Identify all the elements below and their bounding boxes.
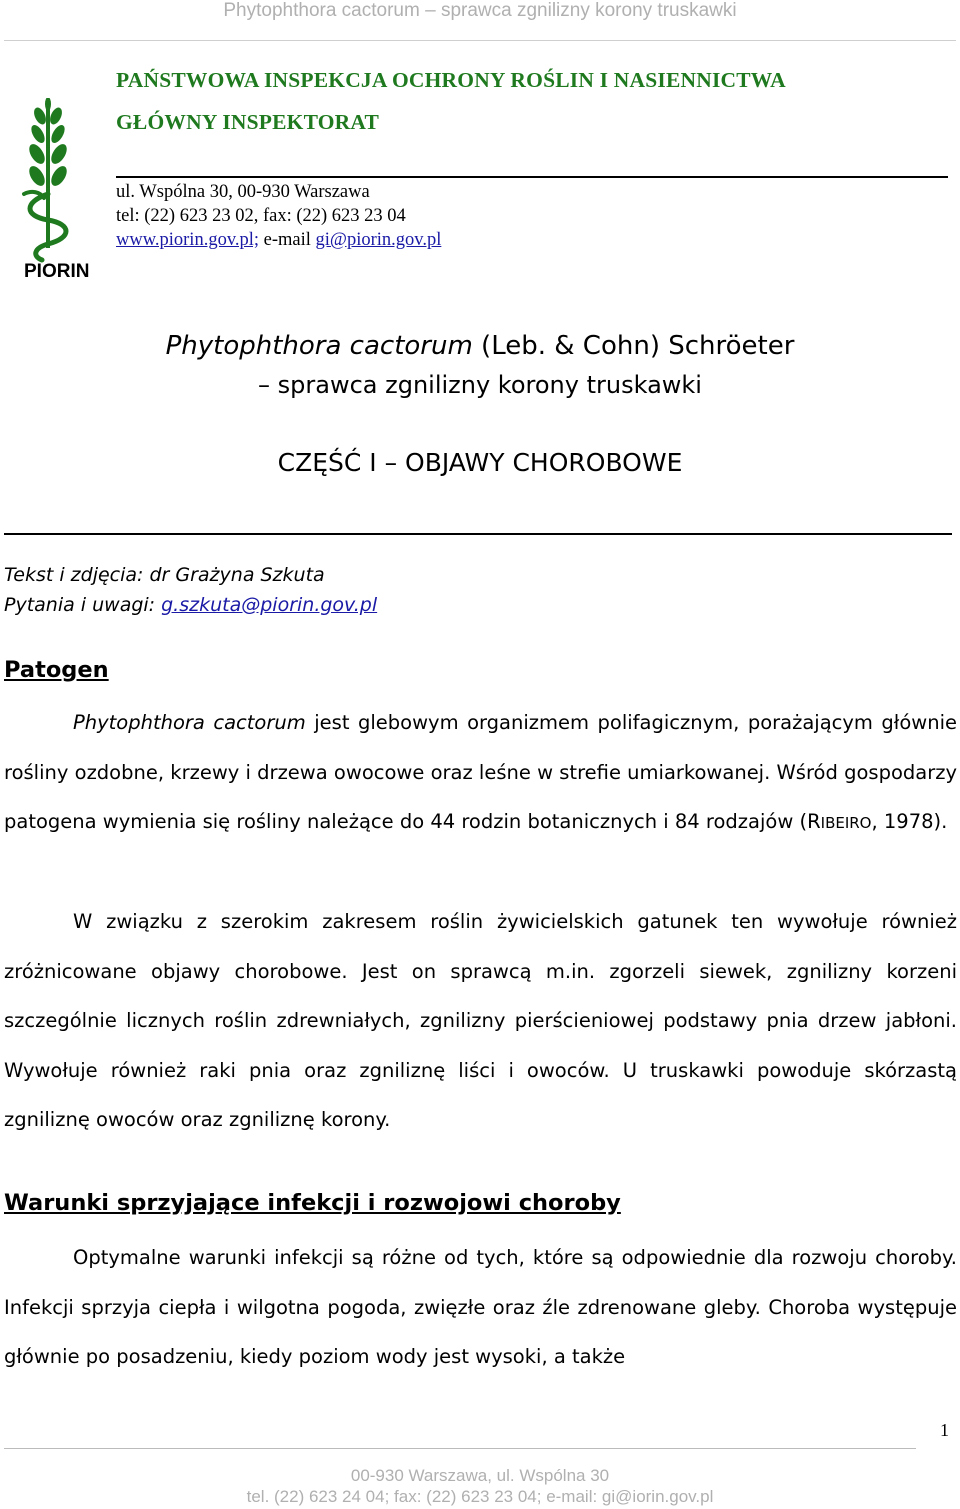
footer-contact: tel. (22) 623 24 04; fax: (22) 623 23 04; e-mail: gi@iorin.gov.pl [246, 1487, 714, 1506]
org-contact-line [116, 229, 441, 251]
citation-year: , 1978). [871, 810, 948, 834]
paragraph-text: Optymalne warunki infekcji są różne od tych, które są odpowiednie dla rozwoju choroby. Infekcji sprzyja ciepła i wilgotna pogoda, zwięzłe oraz źle zdrenowane gleby. Choroba występuje głównie po posadzeniu, kiedy poziom wody jest wysoki, a także [4, 1246, 957, 1369]
section-paragraph [4, 698, 957, 849]
header-divider [4, 40, 956, 41]
citation-initial: R [807, 810, 821, 834]
species-name: Phytophthora cactorum [73, 711, 306, 734]
org-name: PAŃSTWOWA INSPEKCJA OCHRONY ROŚLIN I NASIENNICTWA [116, 68, 786, 92]
contact-email-link[interactable]: g.szkuta@piorin.gov.pl [161, 594, 378, 616]
footer-address: 00-930 Warszawa, ul. Wspólna 30 [350, 1466, 610, 1485]
org-address: ul. Wspólna 30, 00-930 Warszawa [116, 182, 370, 202]
address-divider [116, 176, 948, 178]
website-link[interactable]: www.piorin.gov.pl; [116, 230, 260, 250]
title-authority: (Leb. & Cohn) Schröeter [472, 331, 795, 361]
section-heading-warunki: Warunki sprzyjające infekcji i rozwojowi choroby [4, 1190, 621, 1216]
author-credit: Tekst i zdjęcia: dr Grażyna Szkuta [4, 564, 325, 586]
footer-divider [4, 1448, 916, 1449]
org-division: GŁÓWNY INSPEKTORAT [116, 110, 380, 134]
running-header: Phytophthora cactorum – sprawca zgnilizny korony truskawki [223, 0, 737, 21]
document-part: CZĘŚĆ I – OBJAWY CHOROBOWE [277, 448, 683, 477]
email-link[interactable]: gi@piorin.gov.pl [315, 230, 442, 250]
section-paragraph [4, 1233, 957, 1382]
title-divider [4, 533, 952, 535]
section-heading-patogen: Patogen [4, 657, 109, 683]
page-number: 1 [940, 1420, 949, 1440]
section-paragraph [4, 897, 957, 1145]
piorin-logo-icon [18, 98, 78, 264]
document-subtitle: – sprawca zgnilizny korony truskawki [258, 371, 702, 399]
title-species: Phytophthora cactorum [165, 331, 473, 361]
email-label: e-mail [259, 230, 316, 250]
contact-label: Pytania i uwagi: [4, 594, 162, 616]
contact-credit [4, 592, 377, 618]
paragraph-text: jest glebowym organizmem polifagicznym, porażającym głównie rośliny ozdobne, krzewy i drzewa owocowe oraz leśne w strefie umiarkowanej. Wśród gospodarzy patogena wymienia się rośliny należące do 44 rodzin botanicznych i 84 rodzajów ( [4, 711, 957, 834]
citation-author: IBEIRO [820, 814, 872, 833]
document-title [0, 329, 960, 363]
org-phone: tel: (22) 623 23 02, fax: (22) 623 23 04 [116, 206, 406, 226]
paragraph-text: W związku z szerokim zakresem roślin żywicielskich gatunek ten wywołuje również zróżnicowane objawy chorobowe. Jest on sprawcą m.in. zgorzeli siewek, zgnilizny korzeni szczególnie licznych roślin zdrewniałych, zgnilizny pierścieniowej podstawy pnia drzew jabłoni. Wywołuje również raki pnia oraz zgniliznę liści i owoców. U truskawki powoduje skórzastą zgniliznę owoców oraz zgniliznę korony. [4, 910, 957, 1132]
logo-wordmark: PIORIN [24, 261, 90, 282]
